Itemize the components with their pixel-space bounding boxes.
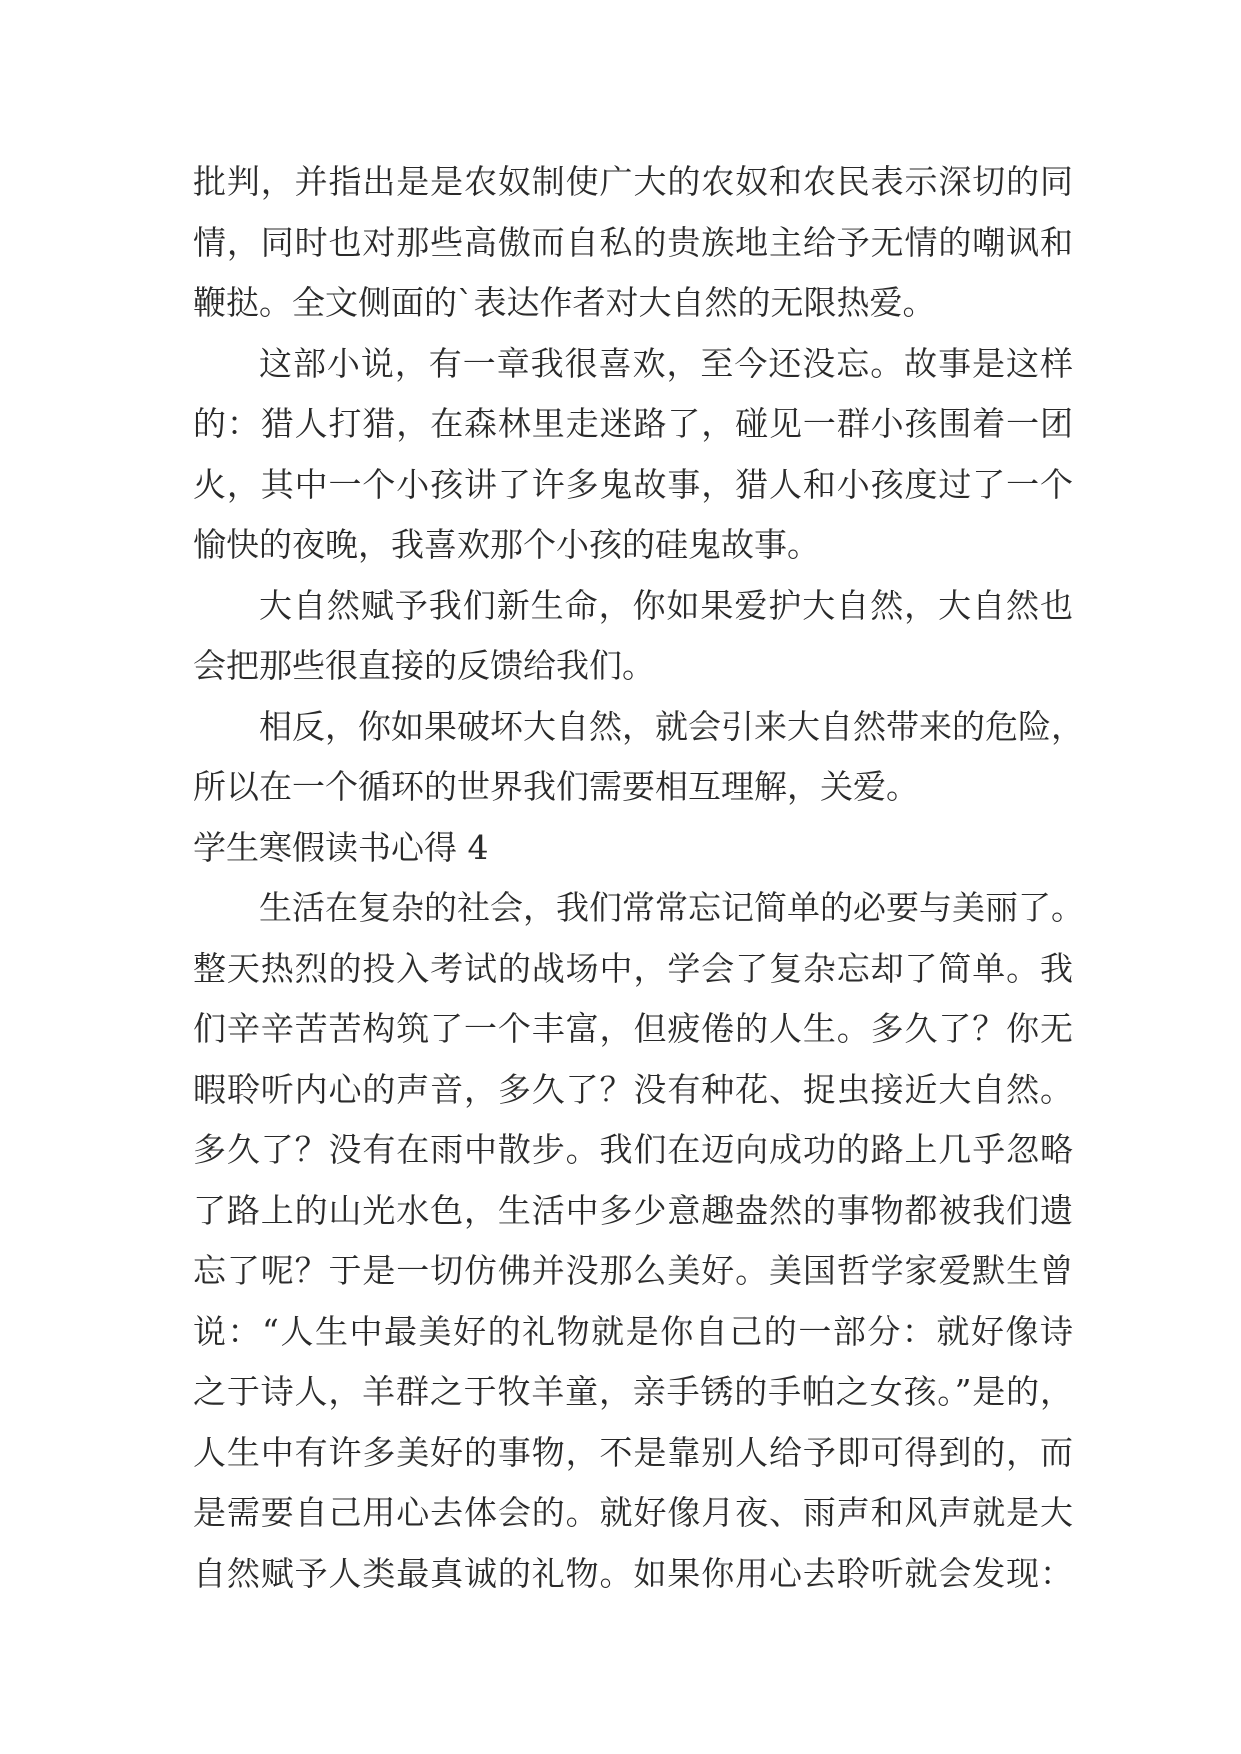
text-line: 是需要自己用心去体会的。就好像月夜、雨声和风声就是大 — [193, 1493, 1073, 1532]
text-line: 人生中有许多美好的事物，不是靠别人给予即可得到的，而 — [193, 1432, 1073, 1472]
text-line: 会把那些很直接的反馈给我们。 — [193, 646, 655, 685]
text-line: 这部小说，有一章我很喜欢，至今还没忘。故事是这样 — [259, 343, 1073, 383]
text-line: 忘了呢？于是一切仿佛并没那么美好。美国哲学家爱默生曾 — [193, 1251, 1073, 1290]
text-line: 生活在复杂的社会，我们常常忘记简单的必要与美丽了。 — [259, 888, 1084, 927]
text-line: 的：猎人打猎，在森林里走迷路了，碰见一群小孩围着一团 — [193, 404, 1073, 443]
text-line: 整天热烈的投入考试的战场中，学会了复杂忘却了简单。我 — [193, 948, 1073, 988]
text-line: 们辛辛苦苦构筑了一个丰富，但疲倦的人生。多久了？你无 — [193, 1009, 1073, 1048]
text-line: 多久了？没有在雨中散步。我们在迈向成功的路上几乎忽略 — [193, 1130, 1073, 1169]
text-line: 愉快的夜晚，我喜欢那个小孩的硅鬼故事。 — [193, 525, 820, 564]
text-line: 暇聆听内心的声音，多久了？没有种花、捉虫接近大自然。 — [193, 1069, 1073, 1109]
text-line: 大自然赋予我们新生命，你如果爱护大自然，大自然也 — [259, 585, 1073, 625]
text-line: 批判，并指出是是农奴制使广大的农奴和农民表示深切的同 — [193, 162, 1073, 201]
text-line: 所以在一个循环的世界我们需要相互理解，关爱。 — [193, 767, 919, 806]
text-line: 火，其中一个小孩讲了许多鬼故事，猎人和小孩度过了一个 — [193, 464, 1073, 504]
text-line: 说：“人生中最美好的礼物就是你自己的一部分：就好像诗 — [193, 1311, 1073, 1351]
text-line: 鞭挞。全文侧面的`表达作者对大自然的无限热爱。 — [193, 283, 936, 322]
text-line: 相反，你如果破坏大自然，就会引来大自然带来的危险， — [259, 706, 1084, 746]
text-line: 之于诗人，羊群之于牧羊童，亲手锈的手帕之女孩。”是的， — [193, 1372, 1073, 1411]
text-line: 了路上的山光水色，生活中多少意趣盎然的事物都被我们遗 — [193, 1190, 1073, 1230]
document-body — [193, 152, 1084, 1604]
text-line: 情，同时也对那些高傲而自私的贵族地主给予无情的嘲讽和 — [193, 222, 1073, 262]
text-line: 自然赋予人类最真诚的礼物。如果你用心去聆听就会发现： — [193, 1553, 1073, 1593]
section-heading: 学生寒假读书心得 4 — [193, 827, 489, 867]
